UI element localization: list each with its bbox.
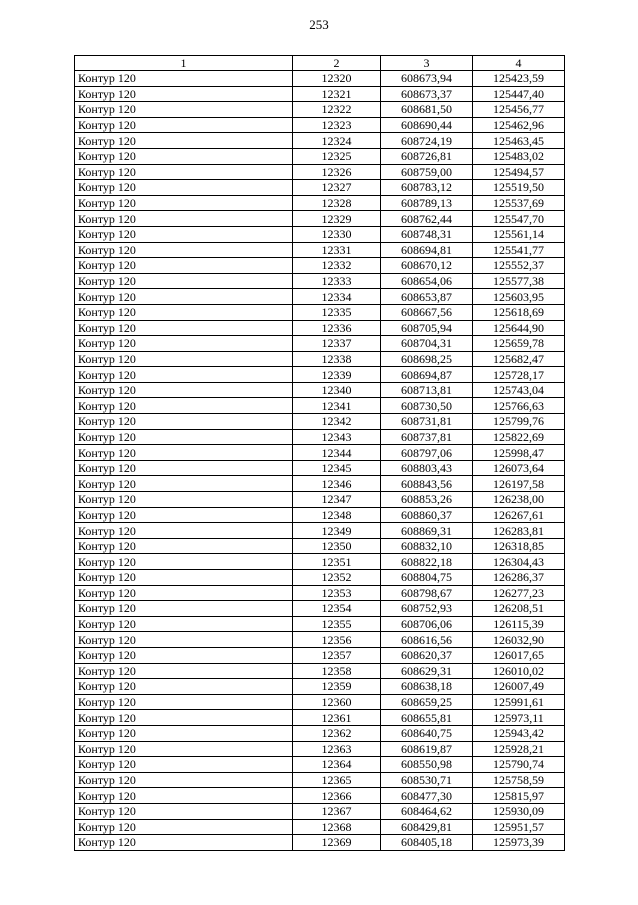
column-header-2: 2 — [293, 56, 381, 71]
y-coordinate-cell: 126277,23 — [473, 585, 565, 601]
y-coordinate-cell: 125943,42 — [473, 725, 565, 741]
point-number-cell: 12363 — [293, 741, 381, 757]
y-coordinate-cell: 126032,90 — [473, 632, 565, 648]
y-coordinate-cell: 126318,85 — [473, 538, 565, 554]
y-coordinate-cell: 125423,59 — [473, 71, 565, 87]
contour-name-cell: Контур 120 — [75, 180, 293, 196]
contour-name-cell: Контур 120 — [75, 398, 293, 414]
table-body — [75, 71, 565, 851]
contour-name-cell: Контур 120 — [75, 647, 293, 663]
x-coordinate-cell: 608822,18 — [381, 554, 473, 570]
y-coordinate-cell: 125766,63 — [473, 398, 565, 414]
y-coordinate-cell: 125998,47 — [473, 445, 565, 461]
table-row — [75, 336, 565, 352]
contour-name-cell: Контур 120 — [75, 538, 293, 554]
contour-name-cell: Контур 120 — [75, 164, 293, 180]
contour-name-cell: Контур 120 — [75, 304, 293, 320]
contour-name-cell: Контур 120 — [75, 725, 293, 741]
x-coordinate-cell: 608724,19 — [381, 133, 473, 149]
contour-name-cell: Контур 120 — [75, 835, 293, 851]
contour-name-cell: Контур 120 — [75, 694, 293, 710]
point-number-cell: 12335 — [293, 304, 381, 320]
x-coordinate-cell: 608673,37 — [381, 86, 473, 102]
x-coordinate-cell: 608477,30 — [381, 788, 473, 804]
contour-name-cell: Контур 120 — [75, 289, 293, 305]
table-row — [75, 710, 565, 726]
x-coordinate-cell: 608620,37 — [381, 647, 473, 663]
x-coordinate-cell: 608803,43 — [381, 460, 473, 476]
x-coordinate-cell: 608640,75 — [381, 725, 473, 741]
point-number-cell: 12343 — [293, 429, 381, 445]
table-row — [75, 133, 565, 149]
contour-name-cell: Контур 120 — [75, 320, 293, 336]
x-coordinate-cell: 608713,81 — [381, 382, 473, 398]
table-row — [75, 492, 565, 508]
table-row — [75, 694, 565, 710]
x-coordinate-cell: 608789,13 — [381, 195, 473, 211]
point-number-cell: 12369 — [293, 835, 381, 851]
point-number-cell: 12365 — [293, 772, 381, 788]
y-coordinate-cell: 125463,45 — [473, 133, 565, 149]
table-row — [75, 507, 565, 523]
x-coordinate-cell: 608638,18 — [381, 679, 473, 695]
contour-name-cell: Контур 120 — [75, 445, 293, 461]
x-coordinate-cell: 608704,31 — [381, 336, 473, 352]
contour-name-cell: Контур 120 — [75, 211, 293, 227]
y-coordinate-cell: 125577,38 — [473, 273, 565, 289]
contour-name-cell: Контур 120 — [75, 554, 293, 570]
point-number-cell: 12359 — [293, 679, 381, 695]
page-number: 253 — [309, 17, 329, 32]
table-row — [75, 554, 565, 570]
table-row — [75, 819, 565, 835]
contour-name-cell: Контур 120 — [75, 803, 293, 819]
x-coordinate-cell: 608698,25 — [381, 351, 473, 367]
point-number-cell: 12354 — [293, 601, 381, 617]
contour-name-cell: Контур 120 — [75, 258, 293, 274]
table-row — [75, 476, 565, 492]
contour-name-cell: Контур 120 — [75, 86, 293, 102]
header-row — [75, 56, 565, 71]
x-coordinate-cell: 608429,81 — [381, 819, 473, 835]
x-coordinate-cell: 608619,87 — [381, 741, 473, 757]
point-number-cell: 12322 — [293, 102, 381, 118]
y-coordinate-cell: 126304,43 — [473, 554, 565, 570]
point-number-cell: 12357 — [293, 647, 381, 663]
y-coordinate-cell: 125815,97 — [473, 788, 565, 804]
table-row — [75, 382, 565, 398]
table-row — [75, 71, 565, 87]
contour-name-cell: Контур 120 — [75, 195, 293, 211]
contour-name-cell: Контур 120 — [75, 632, 293, 648]
point-number-cell: 12320 — [293, 71, 381, 87]
contour-name-cell: Контур 120 — [75, 788, 293, 804]
x-coordinate-cell: 608694,81 — [381, 242, 473, 258]
x-coordinate-cell: 608730,50 — [381, 398, 473, 414]
x-coordinate-cell: 608654,06 — [381, 273, 473, 289]
x-coordinate-cell: 608405,18 — [381, 835, 473, 851]
y-coordinate-cell: 125973,11 — [473, 710, 565, 726]
x-coordinate-cell: 608860,37 — [381, 507, 473, 523]
table-row — [75, 803, 565, 819]
x-coordinate-cell: 608655,81 — [381, 710, 473, 726]
contour-name-cell: Контур 120 — [75, 414, 293, 430]
point-number-cell: 12367 — [293, 803, 381, 819]
y-coordinate-cell: 125790,74 — [473, 757, 565, 773]
column-header-1: 1 — [75, 56, 293, 71]
y-coordinate-cell: 126007,49 — [473, 679, 565, 695]
point-number-cell: 12361 — [293, 710, 381, 726]
y-coordinate-cell: 125537,69 — [473, 195, 565, 211]
contour-name-cell: Контур 120 — [75, 585, 293, 601]
table-row — [75, 398, 565, 414]
x-coordinate-cell: 608759,00 — [381, 164, 473, 180]
y-coordinate-cell: 126267,61 — [473, 507, 565, 523]
y-coordinate-cell: 125951,57 — [473, 819, 565, 835]
contour-name-cell: Контур 120 — [75, 772, 293, 788]
table-row — [75, 835, 565, 851]
point-number-cell: 12340 — [293, 382, 381, 398]
point-number-cell: 12344 — [293, 445, 381, 461]
point-number-cell: 12328 — [293, 195, 381, 211]
table-row — [75, 242, 565, 258]
contour-name-cell: Контур 120 — [75, 336, 293, 352]
contour-name-cell: Контур 120 — [75, 133, 293, 149]
point-number-cell: 12356 — [293, 632, 381, 648]
table-row — [75, 211, 565, 227]
y-coordinate-cell: 125659,78 — [473, 336, 565, 352]
table-row — [75, 289, 565, 305]
y-coordinate-cell: 125973,39 — [473, 835, 565, 851]
contour-name-cell: Контур 120 — [75, 710, 293, 726]
contour-name-cell: Контур 120 — [75, 476, 293, 492]
table-row — [75, 445, 565, 461]
x-coordinate-cell: 608762,44 — [381, 211, 473, 227]
point-number-cell: 12366 — [293, 788, 381, 804]
contour-name-cell: Контур 120 — [75, 102, 293, 118]
y-coordinate-cell: 126197,58 — [473, 476, 565, 492]
x-coordinate-cell: 608673,94 — [381, 71, 473, 87]
x-coordinate-cell: 608798,67 — [381, 585, 473, 601]
point-number-cell: 12360 — [293, 694, 381, 710]
y-coordinate-cell: 125561,14 — [473, 226, 565, 242]
y-coordinate-cell: 125618,69 — [473, 304, 565, 320]
point-number-cell: 12358 — [293, 663, 381, 679]
point-number-cell: 12346 — [293, 476, 381, 492]
y-coordinate-cell: 125547,70 — [473, 211, 565, 227]
table-row — [75, 351, 565, 367]
table-row — [75, 164, 565, 180]
y-coordinate-cell: 125483,02 — [473, 148, 565, 164]
point-number-cell: 12333 — [293, 273, 381, 289]
y-coordinate-cell: 125644,90 — [473, 320, 565, 336]
point-number-cell: 12321 — [293, 86, 381, 102]
point-number-cell: 12350 — [293, 538, 381, 554]
point-number-cell: 12326 — [293, 164, 381, 180]
contour-name-cell: Контур 120 — [75, 741, 293, 757]
y-coordinate-cell: 125758,59 — [473, 772, 565, 788]
y-coordinate-cell: 125462,96 — [473, 117, 565, 133]
contour-name-cell: Контур 120 — [75, 507, 293, 523]
table-row — [75, 195, 565, 211]
x-coordinate-cell: 608659,25 — [381, 694, 473, 710]
table-row — [75, 772, 565, 788]
y-coordinate-cell: 126073,64 — [473, 460, 565, 476]
table-row — [75, 570, 565, 586]
y-coordinate-cell: 126010,02 — [473, 663, 565, 679]
y-coordinate-cell: 125541,77 — [473, 242, 565, 258]
contour-name-cell: Контур 120 — [75, 570, 293, 586]
point-number-cell: 12323 — [293, 117, 381, 133]
y-coordinate-cell: 125991,61 — [473, 694, 565, 710]
y-coordinate-cell: 125682,47 — [473, 351, 565, 367]
point-number-cell: 12336 — [293, 320, 381, 336]
y-coordinate-cell: 125447,40 — [473, 86, 565, 102]
table-row — [75, 538, 565, 554]
table-row — [75, 226, 565, 242]
point-number-cell: 12341 — [293, 398, 381, 414]
contour-name-cell: Контур 120 — [75, 117, 293, 133]
y-coordinate-cell: 126208,51 — [473, 601, 565, 617]
table-row — [75, 741, 565, 757]
point-number-cell: 12339 — [293, 367, 381, 383]
point-number-cell: 12368 — [293, 819, 381, 835]
x-coordinate-cell: 608783,12 — [381, 180, 473, 196]
table-row — [75, 460, 565, 476]
y-coordinate-cell: 126238,00 — [473, 492, 565, 508]
table-row — [75, 788, 565, 804]
point-number-cell: 12347 — [293, 492, 381, 508]
table-row — [75, 616, 565, 632]
x-coordinate-cell: 608737,81 — [381, 429, 473, 445]
point-number-cell: 12331 — [293, 242, 381, 258]
y-coordinate-cell: 126115,39 — [473, 616, 565, 632]
point-number-cell: 12348 — [293, 507, 381, 523]
contour-name-cell: Контур 120 — [75, 819, 293, 835]
point-number-cell: 12338 — [293, 351, 381, 367]
x-coordinate-cell: 608843,56 — [381, 476, 473, 492]
table-row — [75, 523, 565, 539]
x-coordinate-cell: 608705,94 — [381, 320, 473, 336]
point-number-cell: 12329 — [293, 211, 381, 227]
y-coordinate-cell: 125603,95 — [473, 289, 565, 305]
table-row — [75, 148, 565, 164]
point-number-cell: 12364 — [293, 757, 381, 773]
x-coordinate-cell: 608731,81 — [381, 414, 473, 430]
table-row — [75, 632, 565, 648]
contour-name-cell: Контур 120 — [75, 429, 293, 445]
contour-name-cell: Контур 120 — [75, 601, 293, 617]
point-number-cell: 12332 — [293, 258, 381, 274]
contour-name-cell: Контур 120 — [75, 226, 293, 242]
table-row — [75, 757, 565, 773]
contour-name-cell: Контур 120 — [75, 679, 293, 695]
y-coordinate-cell: 125743,04 — [473, 382, 565, 398]
x-coordinate-cell: 608616,56 — [381, 632, 473, 648]
table-row — [75, 663, 565, 679]
contour-name-cell: Контур 120 — [75, 273, 293, 289]
table-row — [75, 258, 565, 274]
contour-name-cell: Контур 120 — [75, 351, 293, 367]
contour-name-cell: Контур 120 — [75, 492, 293, 508]
contour-name-cell: Контур 120 — [75, 523, 293, 539]
y-coordinate-cell: 125494,57 — [473, 164, 565, 180]
y-coordinate-cell: 125930,09 — [473, 803, 565, 819]
table-row — [75, 679, 565, 695]
table-row — [75, 414, 565, 430]
y-coordinate-cell: 125519,50 — [473, 180, 565, 196]
point-number-cell: 12330 — [293, 226, 381, 242]
y-coordinate-cell: 126017,65 — [473, 647, 565, 663]
point-number-cell: 12351 — [293, 554, 381, 570]
x-coordinate-cell: 608797,06 — [381, 445, 473, 461]
table-row — [75, 117, 565, 133]
y-coordinate-cell: 125928,21 — [473, 741, 565, 757]
table-row — [75, 102, 565, 118]
x-coordinate-cell: 608752,93 — [381, 601, 473, 617]
point-number-cell: 12324 — [293, 133, 381, 149]
table-row — [75, 304, 565, 320]
x-coordinate-cell: 608681,50 — [381, 102, 473, 118]
point-number-cell: 12334 — [293, 289, 381, 305]
point-number-cell: 12342 — [293, 414, 381, 430]
x-coordinate-cell: 608670,12 — [381, 258, 473, 274]
x-coordinate-cell: 608832,10 — [381, 538, 473, 554]
x-coordinate-cell: 608530,71 — [381, 772, 473, 788]
point-number-cell: 12352 — [293, 570, 381, 586]
contour-name-cell: Контур 120 — [75, 367, 293, 383]
table-row — [75, 601, 565, 617]
y-coordinate-cell: 125552,37 — [473, 258, 565, 274]
y-coordinate-cell: 125799,76 — [473, 414, 565, 430]
y-coordinate-cell: 126283,81 — [473, 523, 565, 539]
x-coordinate-cell: 608726,81 — [381, 148, 473, 164]
table-row — [75, 367, 565, 383]
column-header-4: 4 — [473, 56, 565, 71]
x-coordinate-cell: 608667,56 — [381, 304, 473, 320]
contour-name-cell: Контур 120 — [75, 663, 293, 679]
contour-name-cell: Контур 120 — [75, 757, 293, 773]
table-row — [75, 86, 565, 102]
point-number-cell: 12325 — [293, 148, 381, 164]
point-number-cell: 12353 — [293, 585, 381, 601]
coordinates-table — [74, 55, 565, 851]
contour-name-cell: Контур 120 — [75, 382, 293, 398]
x-coordinate-cell: 608690,44 — [381, 117, 473, 133]
x-coordinate-cell: 608853,26 — [381, 492, 473, 508]
x-coordinate-cell: 608550,98 — [381, 757, 473, 773]
x-coordinate-cell: 608748,31 — [381, 226, 473, 242]
point-number-cell: 12327 — [293, 180, 381, 196]
x-coordinate-cell: 608464,62 — [381, 803, 473, 819]
table-row — [75, 320, 565, 336]
table-row — [75, 585, 565, 601]
contour-name-cell: Контур 120 — [75, 148, 293, 164]
column-header-3: 3 — [381, 56, 473, 71]
contour-name-cell: Контур 120 — [75, 460, 293, 476]
table-row — [75, 180, 565, 196]
y-coordinate-cell: 125728,17 — [473, 367, 565, 383]
x-coordinate-cell: 608694,87 — [381, 367, 473, 383]
y-coordinate-cell: 125822,69 — [473, 429, 565, 445]
x-coordinate-cell: 608653,87 — [381, 289, 473, 305]
table-row — [75, 429, 565, 445]
x-coordinate-cell: 608869,31 — [381, 523, 473, 539]
x-coordinate-cell: 608706,06 — [381, 616, 473, 632]
y-coordinate-cell: 126286,37 — [473, 570, 565, 586]
contour-name-cell: Контур 120 — [75, 71, 293, 87]
x-coordinate-cell: 608629,31 — [381, 663, 473, 679]
table-row — [75, 647, 565, 663]
contour-name-cell: Контур 120 — [75, 616, 293, 632]
point-number-cell: 12337 — [293, 336, 381, 352]
x-coordinate-cell: 608804,75 — [381, 570, 473, 586]
point-number-cell: 12355 — [293, 616, 381, 632]
contour-name-cell: Контур 120 — [75, 242, 293, 258]
table-row — [75, 725, 565, 741]
y-coordinate-cell: 125456,77 — [473, 102, 565, 118]
point-number-cell: 12349 — [293, 523, 381, 539]
table-row — [75, 273, 565, 289]
point-number-cell: 12345 — [293, 460, 381, 476]
point-number-cell: 12362 — [293, 725, 381, 741]
